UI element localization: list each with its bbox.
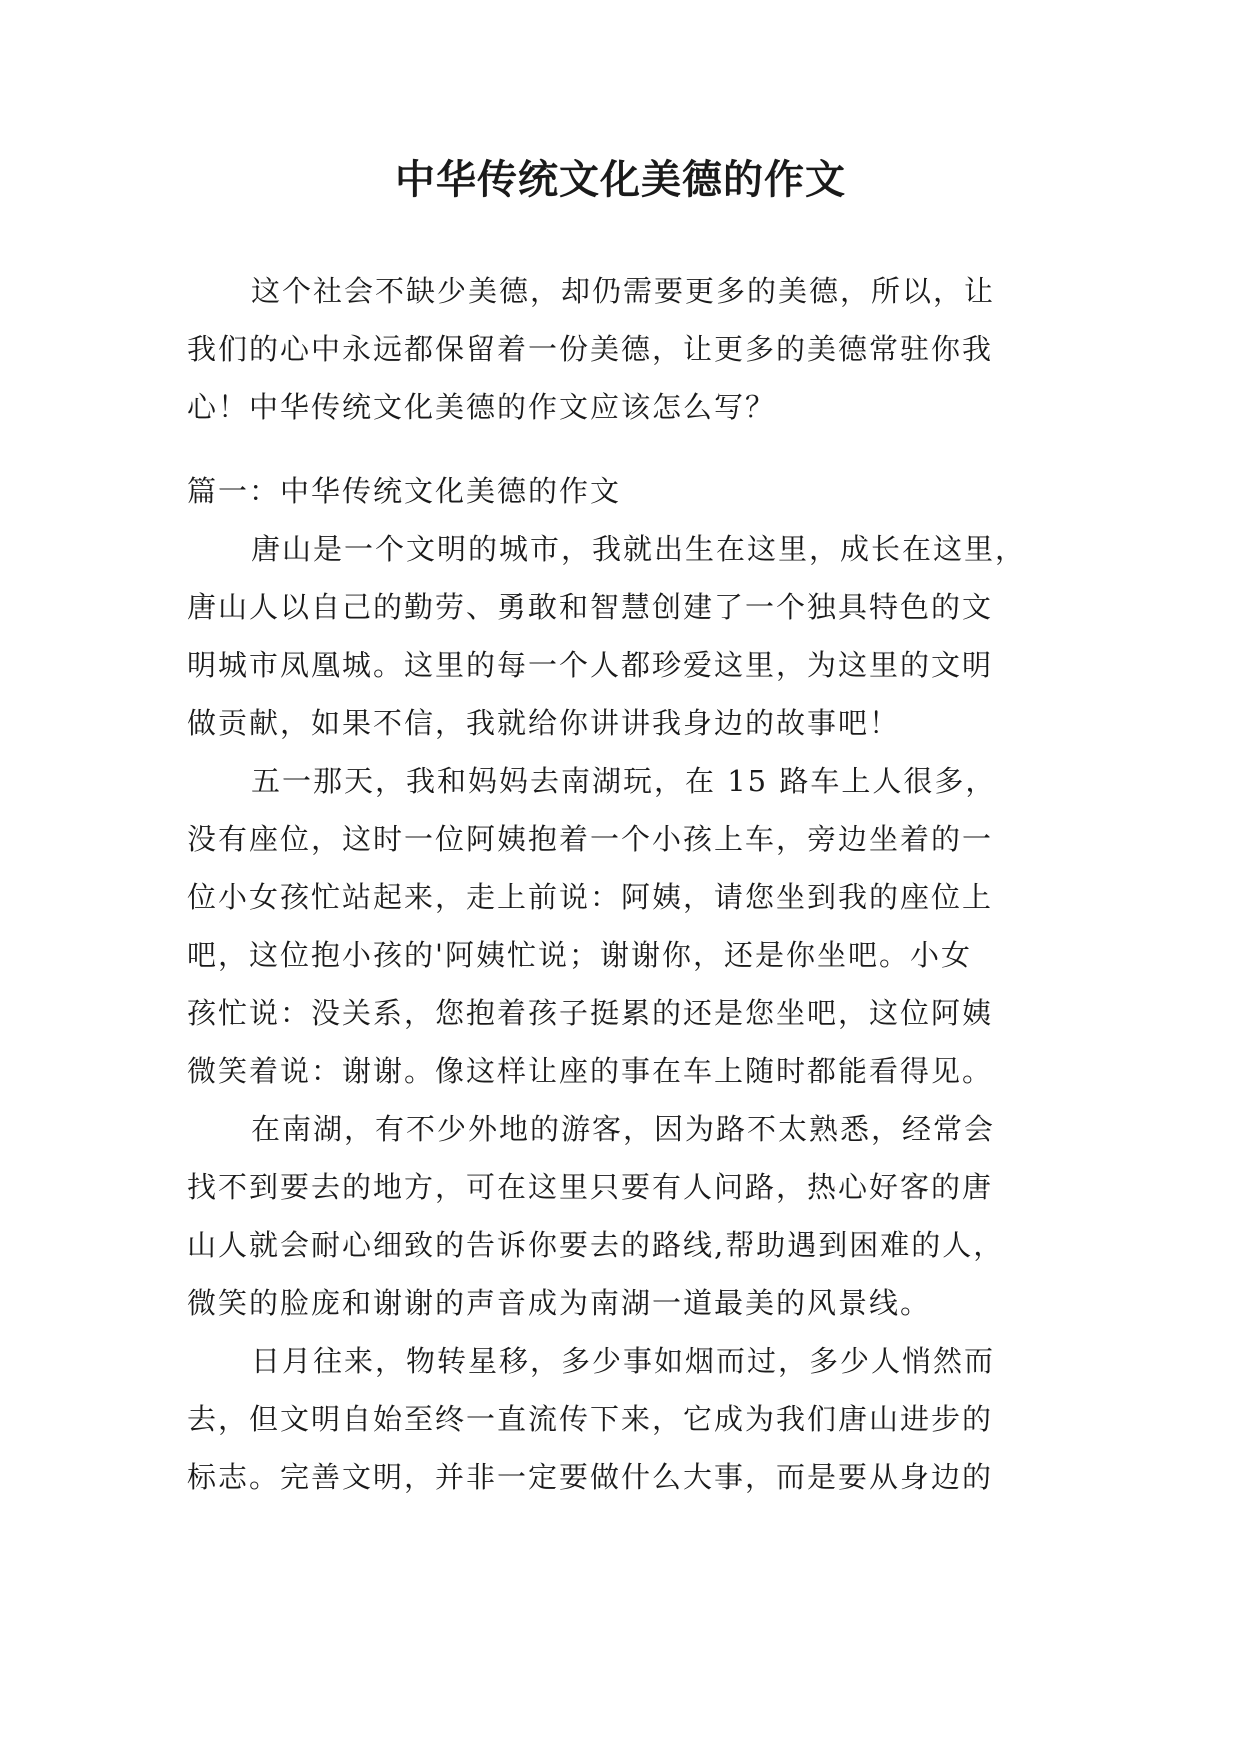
paragraph-line: 在南湖，有不少外地的游客，因为路不太熟悉，经常会: [251, 1112, 996, 1146]
intro-line: 这个社会不缺少美德，却仍需要更多的美德，所以，让: [251, 274, 996, 308]
paragraph-line: 没有座位，这时一位阿姨抱着一个小孩上车，旁边坐着的一: [187, 822, 994, 856]
document-title: 中华传统文化美德的作文: [395, 156, 846, 203]
paragraph-line: 位小女孩忙站起来，走上前说：阿姨，请您坐到我的座位上: [187, 880, 994, 914]
intro-line: 我们的心中永远都保留着一份美德，让更多的美德常驻你我: [187, 332, 994, 366]
paragraph-line: 找不到要去的地方，可在这里只要有人问路，热心好客的唐: [187, 1170, 994, 1204]
body-paragraph-3: [187, 1100, 1057, 1332]
intro-line: 心！中华传统文化美德的作文应该怎么写？: [187, 390, 777, 424]
intro-paragraph: [187, 262, 1057, 436]
body-paragraph-1: [187, 520, 1057, 752]
paragraph-line: 做贡献，如果不信，我就给你讲讲我身边的故事吧！: [187, 706, 901, 740]
paragraph-line: 微笑的脸庞和谢谢的声音成为南湖一道最美的风景线。: [187, 1286, 932, 1320]
paragraph-line: 唐山人以自己的勤劳、勇敢和智慧创建了一个独具特色的文: [187, 590, 994, 624]
body-paragraph-4: [187, 1332, 1057, 1506]
section-heading: 篇一：中华传统文化美德的作文: [187, 474, 622, 508]
paragraph-line: 日月往来，物转星移，多少事如烟而过，多少人悄然而: [251, 1344, 996, 1378]
paragraph-line: 吧，这位抱小孩的'阿姨忙说；谢谢你，还是你坐吧。小女: [187, 938, 972, 972]
paragraph-line: 明城市凤凰城。这里的每一个人都珍爱这里，为这里的文明: [187, 648, 994, 682]
paragraph-line: 孩忙说：没关系，您抱着孩子挺累的还是您坐吧，这位阿姨: [187, 996, 994, 1030]
paragraph-line: 山人就会耐心细致的告诉你要去的路线,帮助遇到困难的人，: [187, 1228, 1005, 1262]
paragraph-line: 标志。完善文明，并非一定要做什么大事，而是要从身边的: [187, 1460, 994, 1494]
paragraph-line: 微笑着说：谢谢。像这样让座的事在车上随时都能看得见。: [187, 1054, 994, 1088]
paragraph-line: 唐山是一个文明的城市，我就出生在这里，成长在这里，: [251, 532, 1027, 566]
paragraph-line: 去，但文明自始至终一直流传下来，它成为我们唐山进步的: [187, 1402, 994, 1436]
paragraph-line: 五一那天，我和妈妈去南湖玩，在 15 路车上人很多，: [251, 764, 997, 798]
body-paragraph-2: [187, 752, 1057, 1100]
